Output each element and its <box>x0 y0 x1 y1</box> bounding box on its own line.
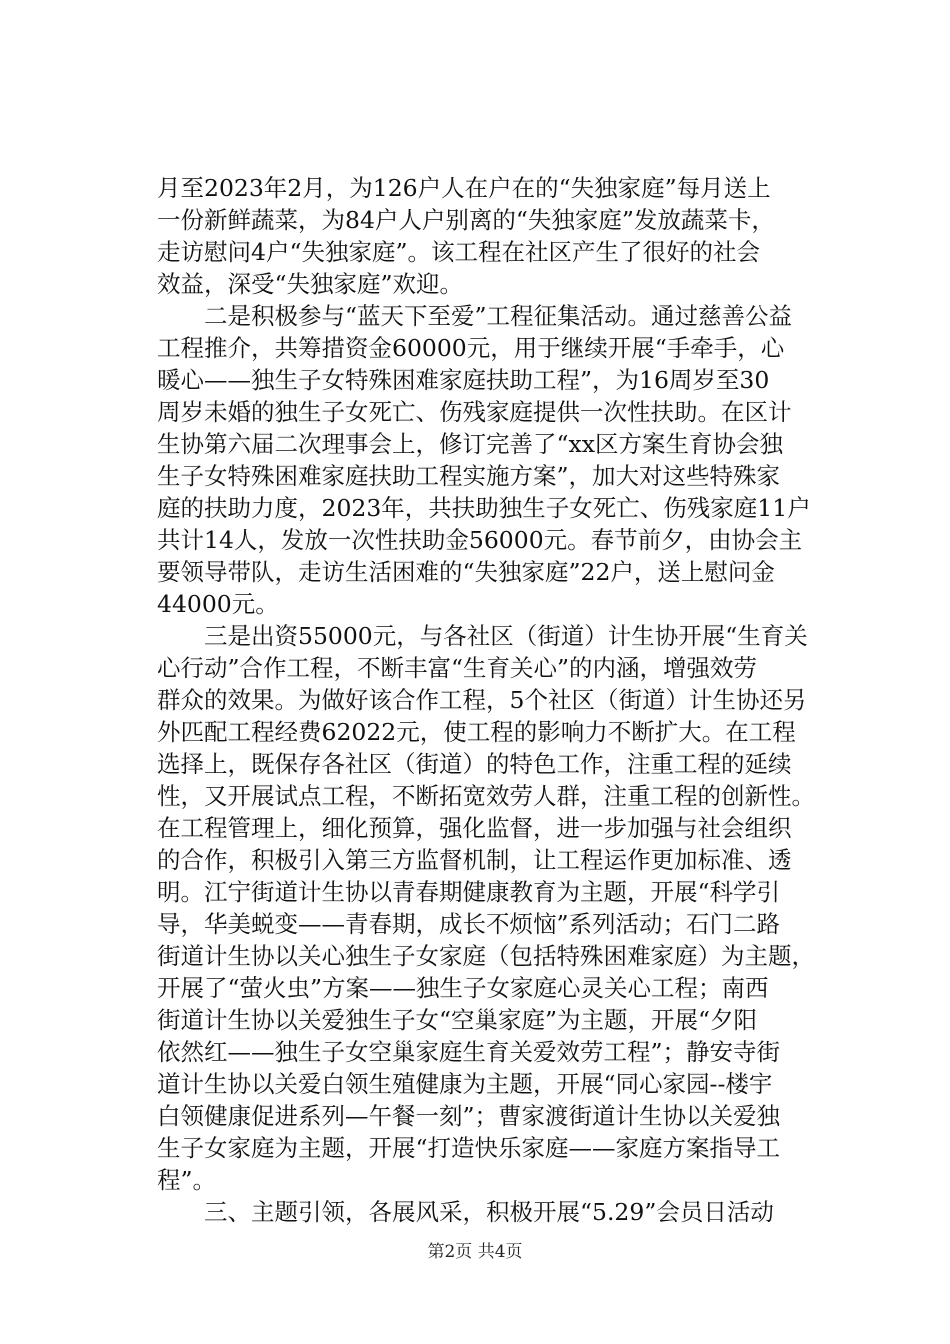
text-line: 要领导带队，走访生活困难的“失独家庭”22户，送上慰问金 <box>157 558 775 586</box>
text-line: 选择上，既保存各社区（街道）的特色工作，注重工程的延续 <box>157 750 792 778</box>
text-line: 心行动”合作工程，不断丰富“生育关心”的内涵，增强效劳 <box>157 654 758 682</box>
text-line: 道计生协以关爱白领生殖健康为主题，开展“同心家园--楼宇 <box>157 1070 773 1098</box>
text-line: 在工程管理上，细化预算，强化监督，进一步加强与社会组织 <box>157 814 792 842</box>
text-line: 导，华美蜕变——青春期，成长不烦恼”系列活动；石门二路 <box>157 910 781 938</box>
text-line: 二是积极参与“蓝天下至爱”工程征集活动。通过慈善公益 <box>157 302 793 330</box>
text-line: 生协第六届二次理事会上，修订完善了“xx区方案生育协会独 <box>157 430 784 458</box>
text-line: 生子女家庭为主题，开展“打造快乐家庭——家庭方案指导工 <box>157 1134 781 1162</box>
text-line: 依然红——独生子女空巢家庭生育关爱效劳工程”；静安寺街 <box>157 1038 781 1066</box>
text-line: 群众的效果。为做好该合作工程，5个社区（街道）计生协还另 <box>157 686 807 714</box>
text-line: 一份新鲜蔬菜，为84户人户别离的“失独家庭”发放蔬菜卡， <box>157 206 775 234</box>
text-line: 明。江宁街道计生协以青春期健康教育为主题，开展“科学引 <box>157 878 781 906</box>
text-line: 效益，深受“失独家庭”欢迎。 <box>157 270 464 298</box>
text-line: 工程推介，共筹措资金60000元，用于继续开展“手牵手，心 <box>157 334 785 362</box>
text-line: 走访慰问4户“失独家庭”。该工程在社区产生了很好的社会 <box>157 238 760 266</box>
text-line: 外匹配工程经费62022元，使工程的影响力不断扩大。在工程 <box>157 718 796 746</box>
document-body <box>157 172 837 1228</box>
text-line: 44000元。 <box>157 590 279 618</box>
text-line: 三是出资55000元，与各社区（街道）计生协开展“生育关 <box>157 622 808 650</box>
text-line: 周岁未婚的独生子女死亡、伤残家庭提供一次性扶助。在区计 <box>157 398 792 426</box>
text-line: 的合作，积极引入第三方监督机制，让工程运作更加标准、透 <box>157 846 792 874</box>
text-line: 开展了“萤火虫”方案——独生子女家庭心灵关心工程；南西 <box>157 974 769 1002</box>
text-line: 性，又开展试点工程，不断拓宽效劳人群，注重工程的创新性。 <box>157 782 815 810</box>
text-line: 三、主题引领，各展风采，积极开展“5.29”会员日活动 <box>157 1198 774 1226</box>
page-footer: 第2页 共4页 <box>427 1242 523 1262</box>
text-line: 共计14人，发放一次性扶助金56000元。春节前夕，由协会主 <box>157 526 803 554</box>
text-line: 庭的扶助力度，2023年，共扶助独生子女死亡、伤残家庭11户 <box>157 494 811 522</box>
text-line: 生子女特殊困难家庭扶助工程实施方案”，加大对这些特殊家 <box>157 462 781 490</box>
text-line: 月至2023年2月，为126户人在户在的“失独家庭”每月送上 <box>157 174 771 202</box>
text-line: 街道计生协以关心独生子女家庭（包括特殊困难家庭）为主题， <box>157 942 815 970</box>
text-line: 暖心——独生子女特殊困难家庭扶助工程”，为16周岁至30 <box>157 366 770 394</box>
text-line: 程”。 <box>157 1166 217 1194</box>
text-line: 街道计生协以关爱独生子女“空巢家庭”为主题，开展“夕阳 <box>157 1006 758 1034</box>
text-line: 白领健康促进系列—午餐一刻”；曹家渡街道计生协以关爱独 <box>157 1102 781 1130</box>
